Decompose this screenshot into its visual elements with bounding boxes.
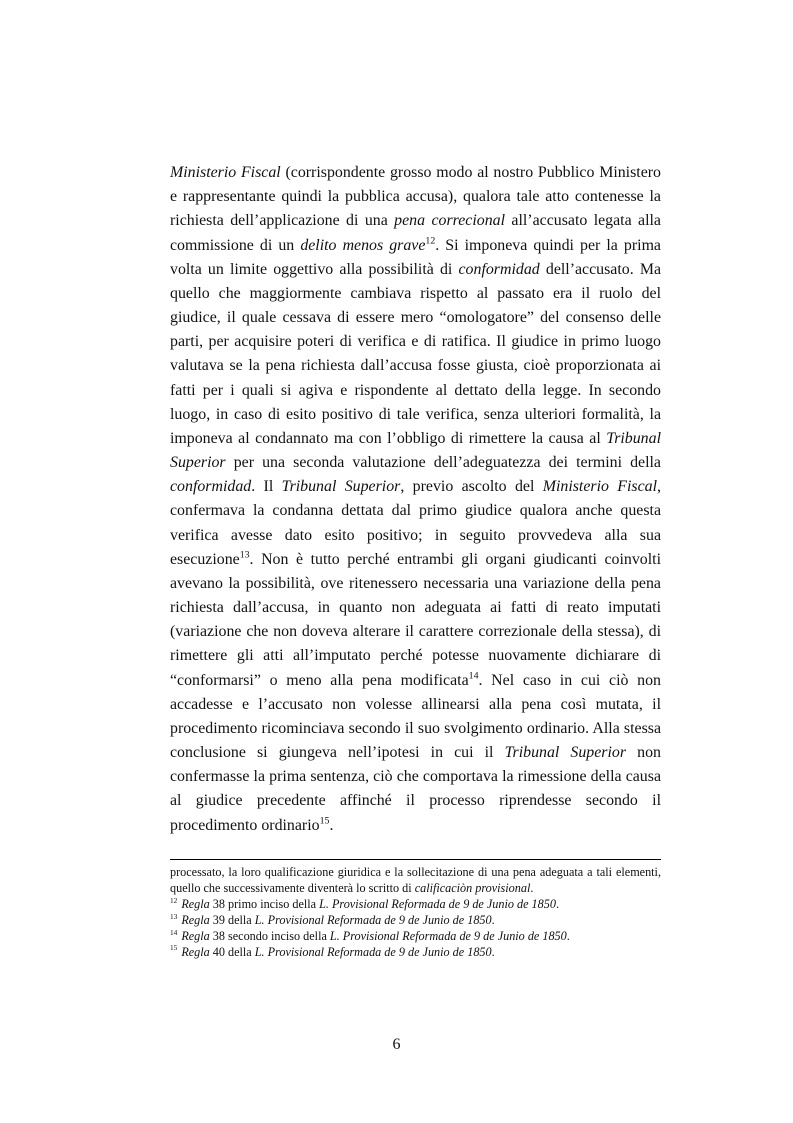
footnote-marker: 13 bbox=[239, 549, 250, 561]
page-number: 6 bbox=[392, 1036, 401, 1053]
italic-text: L. Provisional Reformada de 9 de Junio de 1850 bbox=[319, 896, 556, 911]
italic-text: pena correcional bbox=[394, 212, 506, 230]
italic-text: Tribunal Superior bbox=[170, 429, 661, 472]
text-run: 39 della bbox=[209, 912, 255, 927]
italic-text: Tribunal Superior bbox=[504, 744, 627, 762]
text-run: . bbox=[566, 928, 570, 943]
italic-text: L. Provisional Reformada de 9 de Junio de 1850 bbox=[329, 928, 567, 943]
footnote-13 bbox=[170, 913, 661, 929]
text-run: . bbox=[491, 944, 495, 959]
text-run: non confermasse la prima sentenza, ciò che comportava la rimessione della causa al giudice precedente affinché il processo riprendesse secondo il procedimento ordinario bbox=[170, 744, 661, 834]
footnote-marker: 12 bbox=[425, 235, 436, 247]
footnote-14 bbox=[170, 929, 661, 945]
italic-text: conformidad bbox=[458, 260, 540, 278]
italic-text: conformidad bbox=[170, 478, 252, 496]
text-run: all’accusato legata alla commissione di un bbox=[170, 212, 661, 254]
text-run: . bbox=[530, 880, 534, 895]
text-run: . Non è tutto perché entrambi gli organi giudicanti coinvolti avevano la possibilità, ove ritenessero necessaria una variazione della pena richiesta dall’accusa, in quanto non adeguata ai fatti di reato imputati (variazione che non doveva alterare il carattere correzionale della stessa), di rimettere gli atti all’imputato perché potesse nuovamente dichiarare di “conformarsi” o meno alla pena modificata bbox=[170, 550, 661, 689]
text-run: 38 primo inciso della bbox=[209, 896, 320, 911]
text-run: per una seconda valutazione dell’adeguatezza dei termini della bbox=[225, 454, 661, 472]
italic-text: Ministerio Fiscal bbox=[170, 164, 281, 181]
footnote-marker: 15 bbox=[319, 815, 330, 827]
main-paragraph bbox=[170, 161, 661, 838]
footnote-12 bbox=[170, 897, 661, 913]
footnotes bbox=[170, 865, 661, 960]
italic-text: Regla bbox=[181, 912, 210, 927]
text-run: . Nel caso in cui ciò non accadesse e l’accusato non volesse allinearsi alla pena così mutata, il procedimento ricominciava secondo il suo svolgimento ordinario. Alla stessa conclusione si giungeva nell’ipotesi in cui il bbox=[170, 671, 662, 762]
italic-text: Ministerio Fiscal bbox=[542, 478, 658, 496]
text-run: . bbox=[491, 912, 495, 927]
italic-text: calificaciòn provisional bbox=[414, 880, 531, 895]
footnote-number: 15 bbox=[170, 943, 178, 953]
footnote-15 bbox=[170, 945, 661, 961]
text-run: 38 secondo inciso della bbox=[209, 928, 330, 943]
italic-text: Regla bbox=[181, 928, 210, 943]
footnote-number: 12 bbox=[170, 895, 178, 905]
italic-text: Regla bbox=[181, 944, 210, 959]
italic-text: Regla bbox=[181, 896, 210, 911]
footnote-separator bbox=[170, 859, 661, 860]
footnote-marker: 14 bbox=[468, 670, 479, 682]
text-run: . bbox=[329, 816, 334, 834]
italic-text: delito menos grave bbox=[300, 236, 426, 254]
text-run: processato, la loro qualificazione giuridica e la sollecitazione di una pena adeguata a tali elementi, quello che successivamente diventerà lo scritto di bbox=[170, 865, 661, 895]
text-run: . Si imponeva quindi per la prima volta un limite oggettivo alla possibilità di bbox=[170, 236, 661, 278]
italic-text: Tribunal Superior bbox=[281, 478, 401, 496]
footnote-continuation bbox=[170, 865, 661, 897]
text-run: . bbox=[555, 896, 559, 911]
italic-text: L. Provisional Reformada de 9 de Junio de 1850 bbox=[254, 912, 492, 927]
footnote-number: 14 bbox=[170, 927, 178, 937]
text-run: 40 della bbox=[209, 944, 255, 959]
body-text bbox=[170, 161, 661, 838]
text-run: , confermava la condanna dettata dal primo giudice qualora anche questa verifica avesse dato esito positivo; in seguito provvedeva alla sua esecuzione bbox=[170, 478, 661, 568]
text-run: . Il bbox=[251, 478, 282, 496]
text-run: , previo ascolto del bbox=[400, 478, 543, 496]
text-run: dell’accusato. Ma quello che maggiormente cambiava rispetto al passato era il ruolo del giudice, il quale cessava di essere mero “omologatore” del consenso delle parti, per acquisire poteri di verifica e di ratifica. Il giudice in primo luogo valutava se la pena richiesta dall’accusa fosse giusta, cioè proporzionata ai fatti per i quali si agiva e rispondente al dettato della legge. In secondo luogo, in caso di esito positivo di tale verifica, senza ulteriori formalità, la imponeva al condannato ma con l’obbligo di rimettere la causa al bbox=[170, 260, 662, 447]
text-run: (corrispondente grosso modo al nostro Pubblico Ministero e rappresentante quindi la pubblica accusa), qualora tale atto contenesse la richiesta dell’applicazione di una bbox=[170, 164, 661, 230]
footnote-number: 13 bbox=[170, 911, 178, 921]
italic-text: L. Provisional Reformada de 9 de Junio de 1850 bbox=[254, 944, 492, 959]
